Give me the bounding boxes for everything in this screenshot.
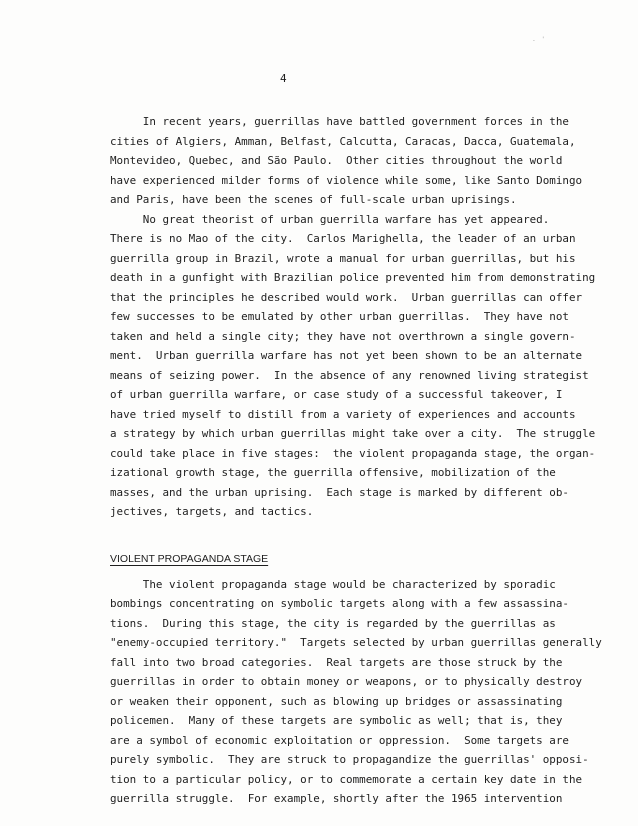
text-line: death in a gunfight with Brazilian police prevented him from demonstrating — [110, 271, 596, 284]
text-line: policemen. Many of these targets are symbolic as well; that is, they — [110, 714, 563, 727]
text-line: In recent years, guerrillas have battled government forces in the — [110, 115, 569, 128]
intro-section — [110, 112, 596, 522]
violent-propaganda-section — [110, 575, 602, 809]
text-line: means of seizing power. In the absence of any renowned living strategist — [110, 368, 589, 382]
text-line: The violent propaganda stage would be characterized by sporadic — [110, 577, 556, 591]
text-line: are a symbol of economic exploitation or oppression. Some targets are — [110, 733, 569, 747]
corner-mark: . ' — [532, 36, 546, 43]
text-line: cities of Algiers, Amman, Belfast, Calcutta, Caracas, Dacca, Guatemala, — [110, 134, 576, 148]
text-line: and Paris, have been the scenes of full-scale urban uprisings. — [110, 193, 517, 206]
text-line: masses, and the urban uprising. Each stage is marked by different ob- — [110, 485, 569, 499]
text-line: guerrillas in order to obtain money or weapons, or to physically destroy — [110, 675, 583, 688]
text-line: a strategy by which urban guerrillas might take over a city. The struggle — [110, 427, 596, 440]
text-line: bombings concentrating on symbolic targets along with a few assassina- — [110, 597, 569, 610]
text-line: tions. During this stage, the city is regarded by the guerrillas as — [110, 616, 556, 630]
paragraph — [110, 575, 602, 809]
text-line: ment. Urban guerrilla warfare has not yet been shown to be an alternate — [110, 349, 583, 362]
text-line: could take place in five stages: the violent propaganda stage, the organ- — [110, 446, 596, 460]
text-line: No great theorist of urban guerrilla warfare has yet appeared. — [110, 212, 550, 226]
text-line: of urban guerrilla warfare, or case study of a successful takeover, I — [110, 388, 563, 401]
page-number: 4 — [280, 72, 287, 85]
text-line: few successes to be emulated by other urban guerrillas. They have not — [110, 310, 569, 323]
text-line: taken and held a single city; they have not overthrown a single govern- — [110, 329, 576, 343]
text-line: "enemy-occupied territory." Targets selected by urban guerrillas generally — [110, 636, 602, 649]
text-line: guerrilla group in Brazil, wrote a manual for urban guerrillas, but his — [110, 251, 576, 265]
text-line: tion to a particular policy, or to commemorate a certain key date in the — [110, 772, 583, 786]
paragraph — [110, 210, 596, 522]
text-line: have tried myself to distill from a variety of experiences and accounts — [110, 407, 576, 421]
text-line: fall into two broad categories. Real targets are those struck by the — [110, 655, 563, 669]
paragraph — [110, 112, 583, 210]
text-line: or weaken their opponent, such as blowing up bridges or assassinating — [110, 694, 563, 708]
text-line: guerrilla struggle. For example, shortly after the 1965 intervention — [110, 792, 563, 805]
text-line: Montevideo, Quebec, and São Paulo. Other cities throughout the world — [110, 154, 563, 167]
section-heading: VIOLENT PROPAGANDA STAGE — [110, 552, 269, 565]
text-line: There is no Mao of the city. Carlos Marighella, the leader of an urban — [110, 232, 576, 245]
text-line: izational growth stage, the guerrilla offensive, mobilization of the — [110, 466, 556, 479]
text-line: jectives, targets, and tactics. — [110, 505, 314, 518]
body-text — [110, 112, 602, 809]
text-line: that the principles he described would work. Urban guerrillas can offer — [110, 290, 583, 304]
text-line: purely symbolic. They are struck to propagandize the guerrillas' opposi- — [110, 753, 589, 766]
text-line: have experienced milder forms of violence while some, like Santo Domingo — [110, 173, 583, 187]
